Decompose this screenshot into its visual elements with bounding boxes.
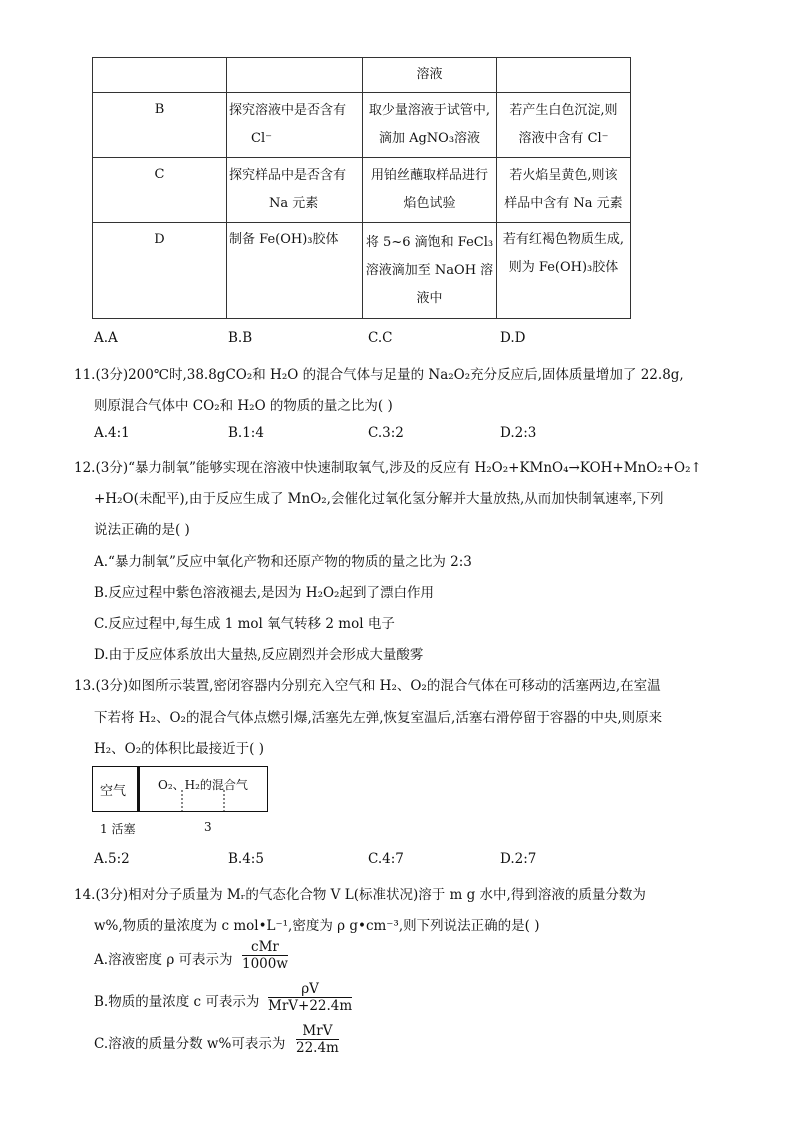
option-a[interactable]: A.A [94, 330, 118, 346]
table-cell: 若有红褐色物质生成, [502, 232, 625, 247]
question-text: 则原混合气体中 CO₂和 H₂O 的物质的量之比为( ) [94, 398, 393, 414]
question-text: 下若将 H₂、O₂的混合气体点燃引爆,活塞先左弹,恢复室温后,活塞右滑停留于容器的中央,则原来 [94, 710, 663, 726]
denominator: MrV+22.4m [268, 998, 353, 1014]
container-diagram [92, 766, 268, 820]
numerator: cMr [242, 940, 288, 956]
option-c[interactable]: C.C [368, 330, 393, 346]
option-d[interactable]: D.2:7 [500, 851, 537, 867]
table-cell: 取少量溶液于试管中, [368, 103, 491, 118]
table-cell [227, 58, 363, 93]
table-cell: 滴加 AgNO₃溶液 [378, 131, 481, 146]
table-cell: 焰色试验 [403, 196, 456, 211]
table-row [93, 93, 631, 158]
table-cell: 将 5~6 滴饱和 FeCl₃ [365, 234, 494, 250]
option-b[interactable]: B.反应过程中紫色溶液褪去,是因为 H₂O₂起到了漂白作用 [94, 585, 434, 601]
option-c[interactable]: C.溶液的质量分数 w%可表示为 [94, 1036, 286, 1052]
table-cell: 探究样品中是否含有 [229, 168, 347, 183]
table-cell: Na 元素 [269, 196, 319, 211]
question-text: +H₂O(未配平),由于反应生成了 MnO₂,会催化过氧化氢分解并大量放热,从而加快制氧速率,下列 [94, 491, 664, 507]
ratio-label: 3 [204, 820, 212, 834]
table-cell: 探究溶液中是否含有 [229, 103, 347, 118]
option-b[interactable]: B.B [228, 330, 253, 346]
option-a[interactable]: A.4:1 [94, 425, 130, 441]
option-a[interactable]: A.“暴力制氧”反应中氧化产物和还原产物的物质的量之比为 2:3 [94, 554, 472, 570]
experiment-table [92, 57, 631, 319]
table-cell: 溶液中含有 Cl⁻ [518, 131, 609, 146]
option-c[interactable]: C.反应过程中,每生成 1 mol 氧气转移 2 mol 电子 [94, 616, 395, 632]
numerator: MrV [296, 1024, 339, 1040]
table-cell: 溶液滴加至 NaOH 溶 [365, 262, 494, 278]
table-cell: 溶液 [363, 58, 497, 93]
row-label: B [93, 93, 227, 158]
table-cell: 样品中含有 Na 元素 [504, 196, 623, 211]
fraction [268, 982, 352, 1014]
question-text: 说法正确的是( ) [94, 522, 190, 538]
option-c[interactable]: C.3:2 [368, 425, 404, 441]
table-cell: 用铂丝蘸取样品进行 [370, 168, 488, 183]
air-label: 空气 [100, 784, 127, 799]
option-b[interactable]: B.1:4 [228, 425, 264, 441]
table-row [93, 158, 631, 223]
option-d[interactable]: D.由于反应体系放出大量热,反应剧烈并会形成大量酸雾 [94, 647, 424, 663]
question-text: 11.(3分)200℃时,38.8gCO₂和 H₂O 的混合气体与足量的 Na₂O₂充分反应后,固体质量增加了 22.8g, [74, 367, 684, 383]
row-label: D [93, 223, 227, 319]
table-cell [497, 58, 631, 93]
denominator: 1000w [242, 956, 288, 972]
table-cell: 液中 [416, 290, 443, 306]
table-row [93, 58, 631, 93]
table-cell: 制备 Fe(OH)₃胶体 [229, 232, 339, 247]
table-row [93, 223, 631, 319]
row-label: C [93, 158, 227, 223]
table-cell: 则为 Fe(OH)₃胶体 [508, 260, 619, 275]
numerator: ρV [268, 982, 352, 998]
fraction [296, 1024, 339, 1056]
option-b[interactable]: B.物质的量浓度 c 可表示为 [94, 994, 260, 1010]
option-d[interactable]: D.D [500, 330, 526, 346]
question-text: 13.(3分)如图所示装置,密闭容器内分别充入空气和 H₂、O₂的混合气体在可移动的活塞两边,在室温 [74, 678, 661, 694]
fraction [242, 940, 288, 972]
denominator: 22.4m [296, 1040, 339, 1056]
gas-mixture-label: O₂、H₂的混合气 [158, 778, 248, 792]
option-c[interactable]: C.4:7 [368, 851, 404, 867]
piston-label: 1 活塞 [100, 822, 136, 836]
question-text: H₂、O₂的体积比最接近于( ) [94, 741, 264, 757]
question-text: 14.(3分)相对分子质量为 Mᵣ的气态化合物 V L(标准状况)溶于 m g 水中,得到溶液的质量分数为 [74, 887, 646, 903]
table-cell: 若火焰呈黄色,则该 [509, 168, 618, 183]
option-b[interactable]: B.4:5 [228, 851, 264, 867]
table-cell: Cl⁻ [251, 131, 272, 146]
option-d[interactable]: D.2:3 [500, 425, 537, 441]
question-text: 12.(3分)“暴力制氧”能够实现在溶液中快速制取氧气,涉及的反应有 H₂O₂+KMnO₄→KOH+MnO₂+O₂↑ [74, 460, 702, 476]
table-cell: 若产生白色沉淀,则 [509, 103, 618, 118]
question-text: w%,物质的量浓度为 c mol•L⁻¹,密度为 ρ g•cm⁻³,则下列说法正确的是( ) [94, 918, 540, 934]
table-cell [93, 58, 227, 93]
option-a[interactable]: A.溶液密度 ρ 可表示为 [94, 952, 233, 968]
option-a[interactable]: A.5:2 [94, 851, 130, 867]
